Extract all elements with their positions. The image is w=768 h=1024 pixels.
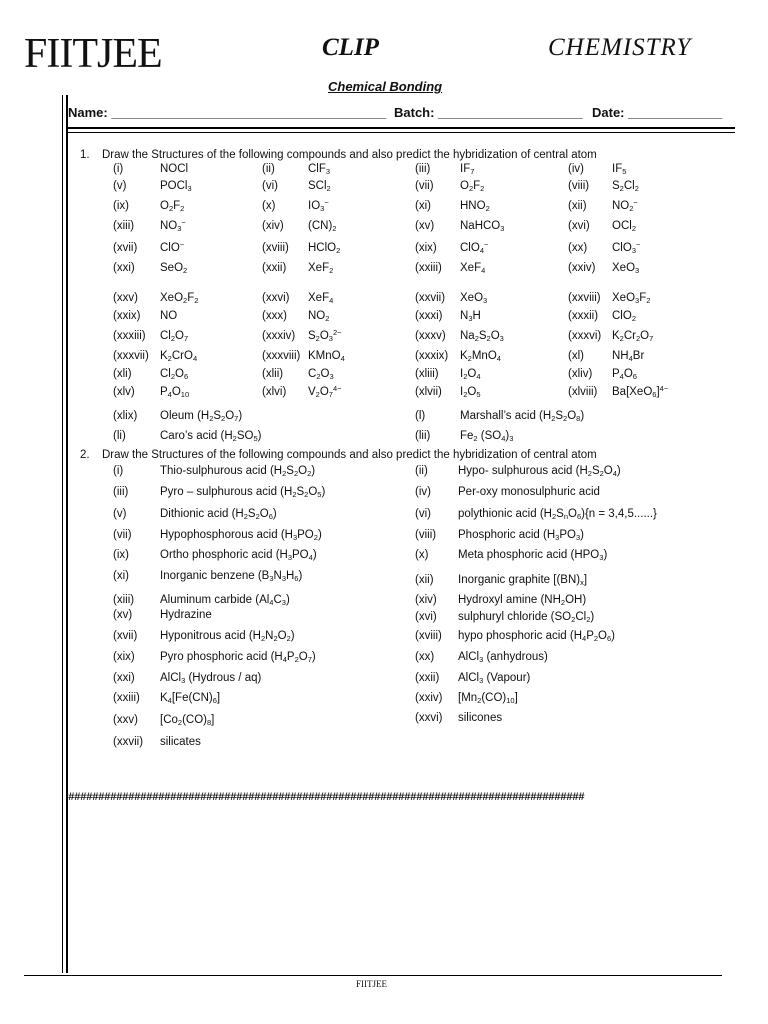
q2-item-number: (xx) xyxy=(415,651,435,663)
footer-rule xyxy=(24,975,722,976)
q2-item-number: (xiv) xyxy=(415,594,437,606)
q1-item-text: XeF$_4$ xyxy=(460,262,486,275)
q1-item-text: NOCl xyxy=(160,163,189,175)
q1-item-number: (xxiii) xyxy=(415,262,442,274)
q1-item-text: $K_2MnO_4$ xyxy=(460,350,501,363)
q1-item-text: $P_4O_6$ xyxy=(612,368,637,381)
q1-item-text: Caro’s acid $(H_2SO_5)$ xyxy=(160,430,262,443)
q2-item-number: (xxvi) xyxy=(415,712,443,724)
date-field-label: Date: _____________ xyxy=(592,105,723,120)
q1-item-number: (xlvi) xyxy=(262,386,287,398)
batch-field-label: Batch: ____________________ xyxy=(394,105,583,120)
header-rule-bottom xyxy=(68,132,735,133)
q1-item-number: (xxviii) xyxy=(568,292,601,304)
q2-item-text: $[Mn_2(CO)_{10}]$ xyxy=(458,692,518,705)
q1-item-text: $K_2Cr_2O_7$ xyxy=(612,330,654,343)
q1-item-text: $V_2O_7^{4-}$ xyxy=(308,384,342,399)
q1-item-number: (xxxvii) xyxy=(113,350,149,362)
subject-title: CHEMISTRY xyxy=(548,34,692,61)
q2-item-number: (i) xyxy=(113,465,124,477)
q1-item-number: (xxii) xyxy=(262,262,287,274)
q1-item-text: ClO− xyxy=(160,240,185,254)
q1-item-number: (xxv) xyxy=(113,292,138,304)
topic-title: Chemical Bonding xyxy=(328,79,443,94)
q1-item-number: (xviii) xyxy=(262,242,289,254)
q1-item-number: (xx) xyxy=(568,242,588,254)
q1-item-number: (xxxvi) xyxy=(568,330,602,342)
q1-item-text: OCl$_2$ xyxy=(612,220,636,233)
q1-item-number: (xiv) xyxy=(262,220,284,232)
q1-item-number: (xxvi) xyxy=(262,292,290,304)
q1-item-number: (xxxviii) xyxy=(262,350,301,362)
q2-item-text: silicones xyxy=(458,712,503,724)
q1-item-number: (i) xyxy=(113,163,124,175)
q2-item-text: Ortho phosphoric acid $(H_3PO_4)$ xyxy=(160,549,317,562)
q2-item-number: (xxvii) xyxy=(113,736,144,748)
q1-item-text: NO xyxy=(160,310,178,322)
q1-item-text: $XeO_2F_2$ xyxy=(160,292,199,305)
q1-item-number: (xv) xyxy=(415,220,435,232)
q1-item-text: $IF_5$ xyxy=(612,163,627,176)
q1-item-number: (xxix) xyxy=(113,310,141,322)
q1-item-text: $P_4O_{10}$ xyxy=(160,386,190,399)
q2-item-number: (iv) xyxy=(415,486,431,498)
q1-item-number: (xxxv) xyxy=(415,330,446,342)
q2-item-number: (xii) xyxy=(415,574,434,586)
q1-item-text: KMnO$_4$ xyxy=(308,350,345,363)
q1-item-text: $Ba[XeO_6]^{4-}$ xyxy=(612,384,669,399)
q1-item-number: (xlviii) xyxy=(568,386,598,398)
q2-item-text: AlCl$_3$ (anhydrous) xyxy=(458,651,548,664)
q1-item-number: (ix) xyxy=(113,200,129,212)
q2-item-number: (xi) xyxy=(113,570,129,582)
q1-item-number: (xxiv) xyxy=(568,262,596,274)
question-1-number: 1. xyxy=(80,149,90,161)
q2-item-number: (xix) xyxy=(113,651,135,663)
q1-item-text: $O_2F_2$ xyxy=(160,200,185,213)
q2-item-number: (xvii) xyxy=(113,630,138,642)
q1-item-number: (xxxiv) xyxy=(262,330,296,342)
q2-item-number: (xxi) xyxy=(113,672,135,684)
q1-item-number: (xxxiii) xyxy=(113,330,146,342)
q1-item-number: (xxx) xyxy=(262,310,287,322)
q1-item-text: ClO$_3$− xyxy=(612,240,641,255)
q1-item-text: XeF$_4$ xyxy=(308,292,334,305)
q1-item-text: $K_2CrO_4$ xyxy=(160,350,198,363)
q1-item-number: (li) xyxy=(113,430,126,442)
q1-item-number: (lii) xyxy=(415,430,431,442)
q2-item-number: (ix) xyxy=(113,549,129,561)
q1-item-text: $XeO_3F_2$ xyxy=(612,292,651,305)
q1-item-text: XeO$_3$ xyxy=(612,262,640,275)
q1-item-number: (xvi) xyxy=(568,220,590,232)
q1-item-text: $(CN)_2$ xyxy=(308,220,337,233)
q2-item-text: Meta phosphoric acid $(HPO_3)$ xyxy=(458,549,608,562)
series-title: CLIP xyxy=(322,34,379,61)
brand-title: FIITJEE xyxy=(24,31,162,77)
q2-item-text: Hypophosphorous acid $(H_3PO_2)$ xyxy=(160,529,322,542)
q1-item-number: (l) xyxy=(415,410,426,422)
q1-item-number: (xxxii) xyxy=(568,310,599,322)
q2-item-text: Inorganic benzene $(B_3N_3H_6)$ xyxy=(160,570,303,583)
question-2-number: 2. xyxy=(80,449,90,461)
q2-item-number: (xvi) xyxy=(415,611,437,623)
q2-item-number: (v) xyxy=(113,508,127,520)
q1-item-text: HClO$_2$ xyxy=(308,242,341,255)
q2-item-number: (viii) xyxy=(415,529,437,541)
q1-item-number: (x) xyxy=(262,200,276,212)
q1-item-text: $Fe_2$ $(SO_4)_3$ xyxy=(460,430,514,443)
q2-item-text: Pyro – sulphurous acid $(H_2S_2O_5)$ xyxy=(160,486,326,499)
q2-item-text: silicates xyxy=(160,736,201,748)
q1-item-number: (xvii) xyxy=(113,242,138,254)
q1-item-number: (xix) xyxy=(415,242,437,254)
q1-item-number: (xxi) xyxy=(113,262,135,274)
q1-item-number: (xliv) xyxy=(568,368,593,380)
q1-item-text: $S_2O_3^{2-}$ xyxy=(308,328,342,343)
question-1-text: Draw the Structures of the following compounds and also predict the hybridization of central atom xyxy=(102,149,597,161)
q1-item-text: $NO_2^-$ xyxy=(612,198,638,213)
q2-item-text: AlCl$_3$ (Hydrous / aq) xyxy=(160,672,262,685)
q2-item-number: (xiii) xyxy=(113,594,135,606)
q2-item-text: Per-oxy monosulphuric acid xyxy=(458,486,600,498)
q1-item-text: $NH_4Br$ xyxy=(612,350,645,363)
q1-item-number: (xxvii) xyxy=(415,292,446,304)
q2-item-text: Pyro phosphoric acid $(H_4P_2O_7)$ xyxy=(160,651,316,664)
q1-item-text: $Na_2S_2O_3$ xyxy=(460,330,504,343)
q1-item-number: (viii) xyxy=(568,180,590,192)
q2-item-number: (x) xyxy=(415,549,429,561)
q1-item-number: (xi) xyxy=(415,200,431,212)
q1-item-number: (vii) xyxy=(415,180,434,192)
q1-item-number: (xxxi) xyxy=(415,310,443,322)
q1-item-text: $HNO_2$ xyxy=(460,200,490,213)
q1-item-text: ClO$_2$ xyxy=(612,310,636,323)
q2-item-text: Phosphoric acid $(H_3PO_3)$ xyxy=(458,529,584,542)
q1-item-text: $IO_3^-$ xyxy=(308,198,329,213)
q2-item-number: (xxiii) xyxy=(113,692,140,704)
q1-item-number: (xlii) xyxy=(262,368,284,380)
q1-item-number: (iii) xyxy=(415,163,431,175)
q1-item-number: (iv) xyxy=(568,163,584,175)
q1-item-text: $I_2O_4$ xyxy=(460,368,481,381)
q1-item-text: XeF$_2$ xyxy=(308,262,334,275)
q1-item-number: (xliii) xyxy=(415,368,439,380)
q1-item-text: $N_3H$ xyxy=(460,310,481,323)
q2-item-text: Hypo- sulphurous acid $(H_2S_2O_4)$ xyxy=(458,465,621,478)
q1-item-number: (v) xyxy=(113,180,127,192)
q2-item-number: (xxii) xyxy=(415,672,440,684)
q2-item-text: AlCl$_3$ (Vapour) xyxy=(458,672,531,685)
q2-item-text: Hyponitrous acid $(H_2N_2O_2)$ xyxy=(160,630,295,643)
header-rule-top xyxy=(68,127,735,129)
q2-item-text: $[Co_2(CO)_8]$ xyxy=(160,714,215,727)
q2-item-text: hypo phosphoric acid $(H_4P_2O_6)$ xyxy=(458,630,615,643)
q2-item-number: (vii) xyxy=(113,529,132,541)
q1-item-number: (xli) xyxy=(113,368,132,380)
q1-item-text: ClO$_4$− xyxy=(460,240,489,255)
q2-item-text: Thio-sulphurous acid $(H_2S_2O_2)$ xyxy=(160,465,316,478)
q1-item-text: Marshall’s acid $(H_2S_2O_8)$ xyxy=(460,410,585,423)
q1-item-text: $IF_7$ xyxy=(460,163,475,176)
left-margin-line-outer xyxy=(62,95,63,973)
q2-item-number: (xv) xyxy=(113,609,133,621)
q1-item-text: $O_2F_2$ xyxy=(460,180,485,193)
q1-item-number: (xl) xyxy=(568,350,584,362)
q1-item-text: ClF$_3$ xyxy=(308,163,331,176)
q1-item-number: (xlix) xyxy=(113,410,138,422)
q1-item-text: $I_2O_5$ xyxy=(460,386,481,399)
q1-item-number: (ii) xyxy=(262,163,275,175)
q2-item-number: (xxv) xyxy=(113,714,138,726)
footer-brand: FIITJEE xyxy=(356,979,387,989)
q1-item-text: $Cl_2O_6$ xyxy=(160,368,189,381)
q1-item-text: $NO_2$ xyxy=(308,310,330,323)
q2-item-number: (ii) xyxy=(415,465,428,477)
question-2-text: Draw the Structures of the following compounds and also predict the hybridization of central atom xyxy=(102,449,597,461)
q1-item-text: $C_2O_3$ xyxy=(308,368,334,381)
q2-item-number: (xviii) xyxy=(415,630,442,642)
q1-item-text: $NO_3^-$ xyxy=(160,218,186,233)
q1-item-text: $Cl_2O_7$ xyxy=(160,330,189,343)
q2-item-text: Dithionic acid $(H_2S_2O_6)$ xyxy=(160,508,277,521)
q1-item-text: POCl$_3$ xyxy=(160,180,192,193)
q1-item-text: Oleum $(H_2S_2O_7)$ xyxy=(160,410,243,423)
separator-hashes: ###################################################################################### xyxy=(68,792,585,804)
q1-item-text: SCl$_2$ xyxy=(308,180,331,193)
q2-item-number: (vi) xyxy=(415,508,431,520)
q2-item-number: (xxiv) xyxy=(415,692,443,704)
q1-item-text: NaHCO$_3$ xyxy=(460,220,505,233)
q1-item-text: XeO$_3$ xyxy=(460,292,488,305)
q1-item-text: $S_2Cl_2$ xyxy=(612,180,639,193)
q1-item-number: (xii) xyxy=(568,200,587,212)
q1-item-number: (xiii) xyxy=(113,220,135,232)
q2-item-text: sulphuryl chloride $(SO_2Cl_2)$ xyxy=(458,611,595,624)
q1-item-number: (xlvii) xyxy=(415,386,442,398)
name-field-label: Name: ______________________________________ xyxy=(68,105,387,120)
q2-item-text: polythionic acid $(H_2S_nO_6)\{n = 3,4,5......\}$ xyxy=(458,508,657,521)
q1-item-text: SeO$_2$ xyxy=(160,262,188,275)
q2-item-text: Inorganic graphite $[(BN)_x]$ xyxy=(458,574,588,587)
q2-item-text: Hydrazine xyxy=(160,609,212,621)
left-margin-line-inner xyxy=(66,95,68,973)
q1-item-number: (vi) xyxy=(262,180,278,192)
q1-item-number: (xlv) xyxy=(113,386,135,398)
q2-item-text: Aluminum carbide $(Al_4C_3)$ xyxy=(160,594,290,607)
q2-item-text: Hydroxyl amine $(NH_2OH)$ xyxy=(458,594,587,607)
q2-item-number: (iii) xyxy=(113,486,129,498)
q1-item-number: (xxxix) xyxy=(415,350,449,362)
q2-item-text: $K_4[Fe(CN)_6]$ xyxy=(160,692,221,705)
